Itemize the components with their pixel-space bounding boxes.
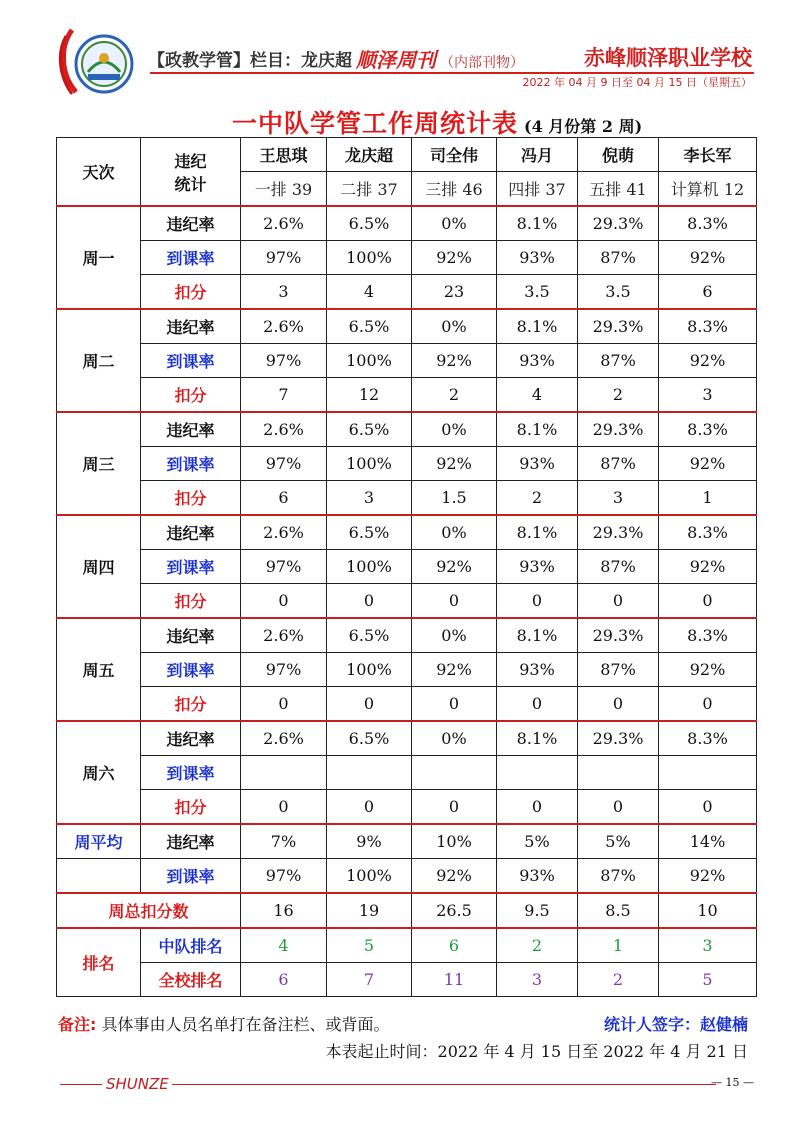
table-row — [57, 584, 757, 619]
attendance-rate-value: 92% — [412, 241, 497, 275]
attendance-rate-value: 92% — [659, 344, 757, 378]
title-week: (4 月份第 2 周) — [524, 117, 643, 136]
deduction-label: 扣分 — [141, 790, 241, 825]
violation-rate-value: 8.1% — [497, 412, 578, 447]
total-deduction-value: 16 — [241, 893, 327, 928]
page-number: — 15 — — [711, 1076, 754, 1089]
attendance-rate-value: 100% — [327, 550, 412, 584]
table-row — [57, 515, 757, 550]
header-class: 五排 41 — [578, 172, 659, 207]
attendance-rate-label: 到课率 — [141, 859, 241, 894]
violation-rate-value: 0% — [412, 618, 497, 653]
weekly-avg-attendance: 92% — [659, 859, 757, 894]
attendance-rate-label: 到课率 — [141, 447, 241, 481]
period: 本表起止时间：2022 年 4 月 15 日至 2022 年 4 月 21 日 — [325, 1042, 748, 1061]
deduction-value: 2 — [578, 378, 659, 413]
school-rank-value: 11 — [412, 963, 497, 997]
header-name: 龙庆超 — [327, 138, 412, 172]
total-deduction-value: 10 — [659, 893, 757, 928]
attendance-rate-value — [659, 756, 757, 790]
table-row — [57, 241, 757, 275]
weekly-avg-attendance: 92% — [412, 859, 497, 894]
attendance-rate-value — [241, 756, 327, 790]
violation-rate-value: 29.3% — [578, 515, 659, 550]
deduction-value: 1 — [659, 481, 757, 516]
table-row — [57, 447, 757, 481]
violation-rate-value: 29.3% — [578, 206, 659, 241]
remark-text: 具体事由人员名单打在备注栏、或背面。 — [101, 1015, 390, 1034]
total-deduction-value: 26.5 — [412, 893, 497, 928]
deduction-value: 0 — [241, 584, 327, 619]
table-row — [57, 790, 757, 825]
violation-rate-value: 6.5% — [327, 618, 412, 653]
violation-rate-value: 0% — [412, 412, 497, 447]
attendance-rate-value: 87% — [578, 344, 659, 378]
violation-rate-value: 8.3% — [659, 412, 757, 447]
attendance-rate-label: 到课率 — [141, 756, 241, 790]
violation-rate-value: 0% — [412, 721, 497, 756]
deduction-label: 扣分 — [141, 687, 241, 722]
deduction-value: 0 — [412, 790, 497, 825]
violation-rate-value: 8.1% — [497, 618, 578, 653]
deduction-value: 12 — [327, 378, 412, 413]
table-row — [57, 412, 757, 447]
deduction-label: 扣分 — [141, 584, 241, 619]
footer-line-left — [60, 1084, 102, 1085]
day-label: 周六 — [57, 721, 141, 824]
violation-rate-label: 违纪率 — [141, 206, 241, 241]
attendance-rate-value: 97% — [241, 653, 327, 687]
school-rank-value: 2 — [578, 963, 659, 997]
deduction-value: 3 — [241, 275, 327, 310]
table-row — [57, 893, 757, 928]
table-row — [57, 206, 757, 241]
violation-rate-value: 0% — [412, 206, 497, 241]
empty-cell — [57, 859, 141, 894]
table-row — [57, 309, 757, 344]
weekly-avg-attendance: 93% — [497, 859, 578, 894]
attendance-rate-value: 93% — [497, 447, 578, 481]
weekly-avg-label: 周平均 — [57, 824, 141, 859]
weekly-avg-violation: 9% — [327, 824, 412, 859]
attendance-rate-value: 97% — [241, 344, 327, 378]
table-row — [57, 963, 757, 997]
deduction-label: 扣分 — [141, 275, 241, 310]
header-name: 王思琪 — [241, 138, 327, 172]
attendance-rate-value: 93% — [497, 653, 578, 687]
deduction-value: 3 — [327, 481, 412, 516]
attendance-rate-value: 87% — [578, 653, 659, 687]
violation-rate-value: 29.3% — [578, 721, 659, 756]
squad-rank-value: 4 — [241, 928, 327, 963]
attendance-rate-value: 100% — [327, 241, 412, 275]
remark-label: 备注: — [58, 1015, 97, 1034]
deduction-value: 4 — [497, 378, 578, 413]
violation-rate-value: 2.6% — [241, 309, 327, 344]
attendance-rate-value: 92% — [659, 550, 757, 584]
violation-rate-value: 6.5% — [327, 309, 412, 344]
corner-day: 天次 — [57, 138, 141, 207]
attendance-rate-value: 93% — [497, 344, 578, 378]
squad-rank-value: 6 — [412, 928, 497, 963]
attendance-rate-value: 92% — [659, 447, 757, 481]
total-deduction-value: 19 — [327, 893, 412, 928]
corner-stat-line2: 统计 — [174, 174, 207, 194]
deduction-value: 0 — [241, 687, 327, 722]
weekly-name: 顺泽周刊 — [356, 48, 436, 72]
violation-rate-value: 29.3% — [578, 412, 659, 447]
header-name: 司全伟 — [412, 138, 497, 172]
violation-rate-value: 8.1% — [497, 206, 578, 241]
attendance-rate-value: 92% — [659, 653, 757, 687]
attendance-rate-label: 到课率 — [141, 241, 241, 275]
violation-rate-value: 8.3% — [659, 721, 757, 756]
header-row-names — [57, 138, 757, 172]
deduction-value: 0 — [497, 790, 578, 825]
attendance-rate-value: 87% — [578, 241, 659, 275]
total-deduction-value: 9.5 — [497, 893, 578, 928]
weekly-avg-violation: 10% — [412, 824, 497, 859]
violation-rate-value: 29.3% — [578, 309, 659, 344]
violation-rate-value: 8.3% — [659, 309, 757, 344]
attendance-rate-value: 100% — [327, 447, 412, 481]
footer-line-right — [172, 1084, 716, 1085]
deduction-value: 0 — [327, 790, 412, 825]
deduction-value: 3 — [659, 378, 757, 413]
weekly-avg-violation: 5% — [497, 824, 578, 859]
violation-rate-value: 6.5% — [327, 206, 412, 241]
deduction-value: 0 — [241, 790, 327, 825]
attendance-rate-value: 93% — [497, 241, 578, 275]
deduction-value: 7 — [241, 378, 327, 413]
violation-rate-value: 8.1% — [497, 721, 578, 756]
footer-brand: SHUNZE — [106, 1075, 169, 1093]
rank-label: 排名 — [57, 928, 141, 997]
header-class: 一排 39 — [241, 172, 327, 207]
violation-rate-label: 违纪率 — [141, 618, 241, 653]
weekly-avg-violation: 14% — [659, 824, 757, 859]
header-class: 四排 37 — [497, 172, 578, 207]
violation-rate-value: 6.5% — [327, 515, 412, 550]
attendance-rate-label: 到课率 — [141, 653, 241, 687]
attendance-rate-label: 到课率 — [141, 344, 241, 378]
day-label: 周四 — [57, 515, 141, 618]
weekly-avg-attendance: 97% — [241, 859, 327, 894]
deduction-label: 扣分 — [141, 481, 241, 516]
remark — [58, 1012, 390, 1035]
deduction-value: 0 — [659, 584, 757, 619]
deduction-value: 0 — [578, 584, 659, 619]
total-deduction-label: 周总扣分数 — [57, 893, 241, 928]
deduction-value: 0 — [578, 790, 659, 825]
attendance-rate-value: 100% — [327, 653, 412, 687]
school-rank-value: 5 — [659, 963, 757, 997]
deduction-value: 0 — [327, 687, 412, 722]
table-row — [57, 344, 757, 378]
attendance-rate-label: 到课率 — [141, 550, 241, 584]
deduction-value: 0 — [327, 584, 412, 619]
deduction-value: 0 — [659, 790, 757, 825]
deduction-value: 2 — [497, 481, 578, 516]
school-rank-value: 6 — [241, 963, 327, 997]
deduction-value: 3 — [578, 481, 659, 516]
deduction-value: 0 — [412, 687, 497, 722]
day-label: 周二 — [57, 309, 141, 412]
attendance-rate-value: 100% — [327, 344, 412, 378]
attendance-rate-value: 87% — [578, 447, 659, 481]
school-rank-value: 7 — [327, 963, 412, 997]
attendance-rate-value — [412, 756, 497, 790]
table-row — [57, 378, 757, 413]
deduction-label: 扣分 — [141, 378, 241, 413]
deduction-value: 3.5 — [497, 275, 578, 310]
header-name: 冯月 — [497, 138, 578, 172]
day-label: 周五 — [57, 618, 141, 721]
header-name: 倪萌 — [578, 138, 659, 172]
deduction-value: 1.5 — [412, 481, 497, 516]
table-row — [57, 275, 757, 310]
violation-rate-value: 6.5% — [327, 721, 412, 756]
violation-rate-label: 违纪率 — [141, 309, 241, 344]
violation-rate-value: 0% — [412, 309, 497, 344]
school-rank-value: 3 — [497, 963, 578, 997]
header-date: 2022 年 04 月 9 日至 04 月 15 日（星期五） — [522, 76, 752, 89]
attendance-rate-value: 92% — [412, 653, 497, 687]
attendance-rate-value: 87% — [578, 550, 659, 584]
deduction-value: 0 — [578, 687, 659, 722]
table-row — [57, 550, 757, 584]
table-row — [57, 481, 757, 516]
title-text: 一中队学管工作周统计表 — [232, 109, 519, 138]
violation-rate-label: 违纪率 — [141, 721, 241, 756]
school-rank-label: 全校排名 — [141, 963, 241, 997]
attendance-rate-value: 97% — [241, 447, 327, 481]
total-deduction-value: 8.5 — [578, 893, 659, 928]
stats-table — [56, 137, 757, 997]
deduction-value: 6 — [659, 275, 757, 310]
attendance-rate-value — [327, 756, 412, 790]
violation-rate-value: 0% — [412, 515, 497, 550]
attendance-rate-value: 92% — [412, 344, 497, 378]
table-row — [57, 859, 757, 894]
signer: 统计人签字：赵健楠 — [603, 1015, 748, 1034]
attendance-rate-value — [578, 756, 659, 790]
deduction-value: 23 — [412, 275, 497, 310]
violation-rate-value: 8.1% — [497, 515, 578, 550]
table-row — [57, 653, 757, 687]
weekly-avg-violation: 5% — [578, 824, 659, 859]
weekly-avg-attendance: 87% — [578, 859, 659, 894]
violation-rate-value: 6.5% — [327, 412, 412, 447]
table-row — [57, 687, 757, 722]
day-label: 周一 — [57, 206, 141, 309]
table-row — [57, 928, 757, 963]
header-class: 计算机 12 — [659, 172, 757, 207]
header-weekly-title — [356, 44, 524, 73]
violation-rate-value: 8.3% — [659, 515, 757, 550]
violation-rate-value: 8.1% — [497, 309, 578, 344]
violation-rate-value: 8.3% — [659, 206, 757, 241]
deduction-value: 6 — [241, 481, 327, 516]
attendance-rate-value: 97% — [241, 550, 327, 584]
school-logo-icon — [58, 22, 142, 102]
violation-rate-value: 2.6% — [241, 618, 327, 653]
attendance-rate-value — [497, 756, 578, 790]
violation-rate-label: 违纪率 — [141, 515, 241, 550]
weekly-subtitle: （内部刊物） — [440, 55, 524, 71]
violation-rate-value: 2.6% — [241, 515, 327, 550]
attendance-rate-value: 92% — [412, 550, 497, 584]
violation-rate-label: 违纪率 — [141, 824, 241, 859]
attendance-rate-value: 92% — [659, 241, 757, 275]
header-class: 三排 46 — [412, 172, 497, 207]
weekly-avg-violation: 7% — [241, 824, 327, 859]
violation-rate-label: 违纪率 — [141, 412, 241, 447]
deduction-value: 0 — [497, 687, 578, 722]
attendance-rate-value: 92% — [412, 447, 497, 481]
table-row — [57, 618, 757, 653]
school-name: 赤峰顺泽职业学校 — [584, 46, 752, 70]
table-row — [57, 824, 757, 859]
violation-rate-value: 2.6% — [241, 721, 327, 756]
deduction-value: 0 — [497, 584, 578, 619]
violation-rate-value: 8.3% — [659, 618, 757, 653]
squad-rank-value: 3 — [659, 928, 757, 963]
page-title — [232, 104, 642, 140]
squad-rank-value: 2 — [497, 928, 578, 963]
deduction-value: 0 — [412, 584, 497, 619]
violation-rate-value: 2.6% — [241, 412, 327, 447]
violation-rate-value: 29.3% — [578, 618, 659, 653]
squad-rank-value: 1 — [578, 928, 659, 963]
corner-stat-line1: 违纪 — [174, 151, 207, 171]
header-section: 【政教学管】栏目：龙庆超 — [148, 51, 352, 71]
violation-rate-value: 2.6% — [241, 206, 327, 241]
deduction-value: 2 — [412, 378, 497, 413]
deduction-value: 0 — [659, 687, 757, 722]
day-label: 周三 — [57, 412, 141, 515]
squad-rank-label: 中队排名 — [141, 928, 241, 963]
table-row — [57, 721, 757, 756]
corner-stat — [141, 138, 241, 207]
weekly-avg-attendance: 100% — [327, 859, 412, 894]
attendance-rate-value: 97% — [241, 241, 327, 275]
header-name: 李长军 — [659, 138, 757, 172]
attendance-rate-value: 93% — [497, 550, 578, 584]
header-class: 二排 37 — [327, 172, 412, 207]
deduction-value: 3.5 — [578, 275, 659, 310]
table-row — [57, 756, 757, 790]
deduction-value: 4 — [327, 275, 412, 310]
squad-rank-value: 5 — [327, 928, 412, 963]
